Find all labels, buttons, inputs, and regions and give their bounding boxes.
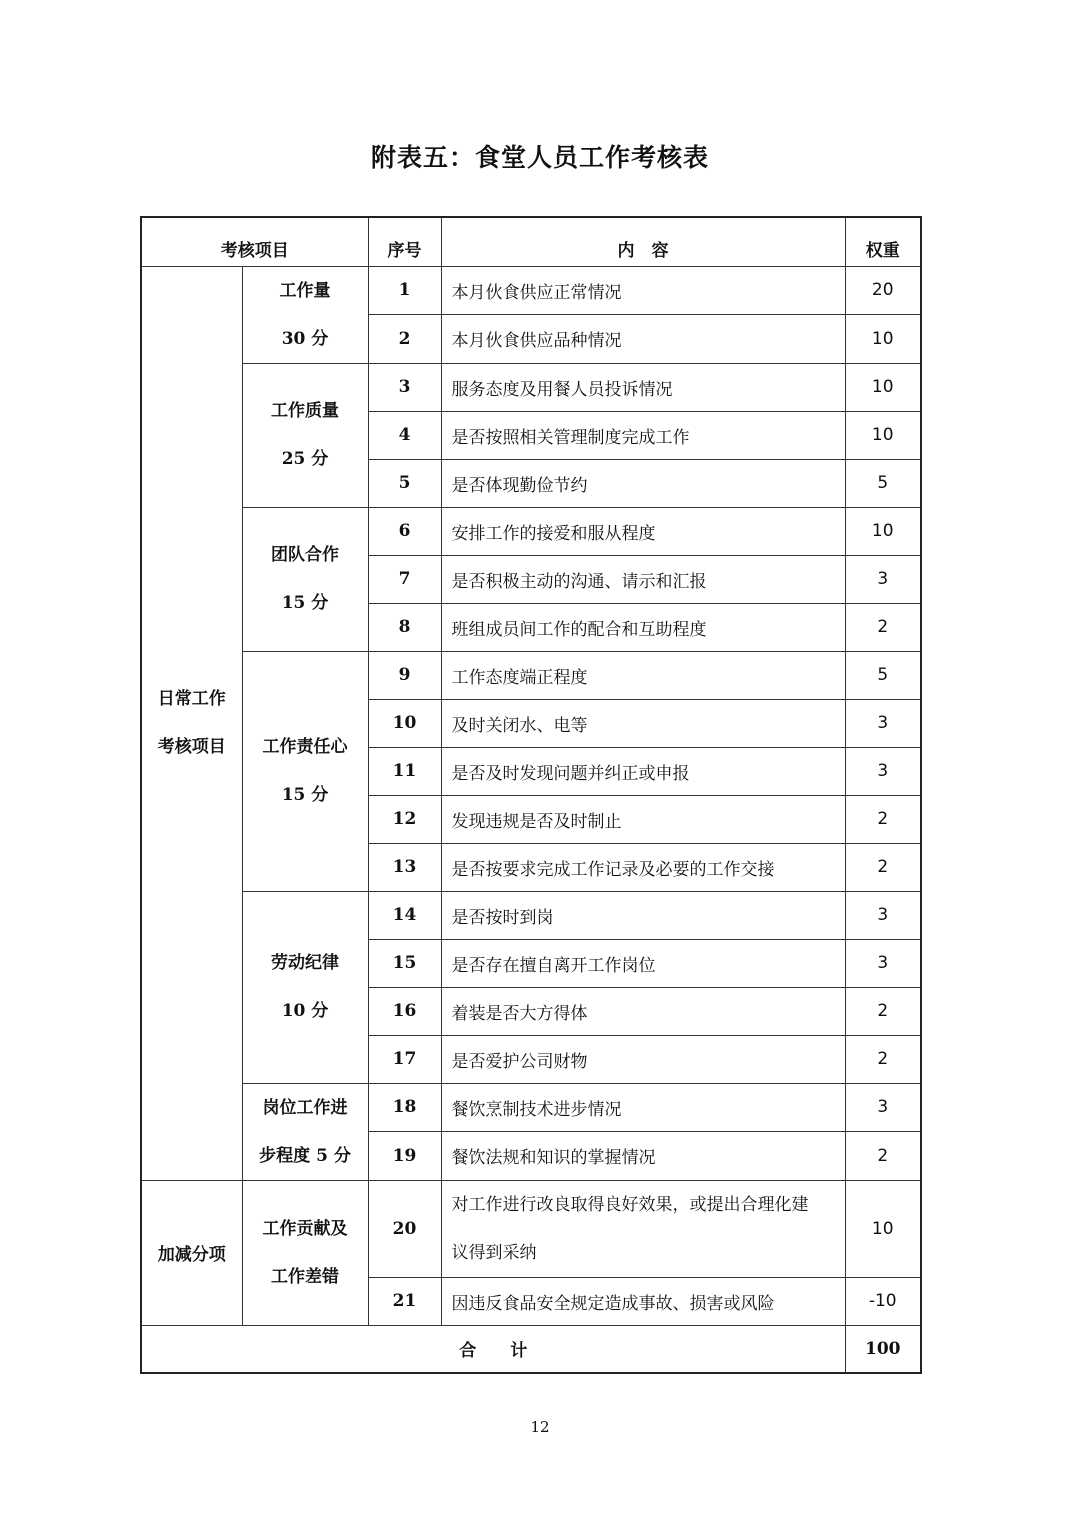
row-seq: 19 (368, 1132, 441, 1181)
group-name: 工作贡献及 (262, 1218, 348, 1239)
group-progress (242, 1083, 368, 1180)
row-seq: 1 (368, 266, 441, 315)
row-seq: 15 (368, 939, 441, 987)
row-weight: 10 (845, 411, 921, 459)
page-number: 12 (530, 1418, 550, 1436)
table-row (141, 507, 921, 555)
section-bonus: 加减分项 (141, 1180, 242, 1325)
row-weight: 2 (845, 1035, 921, 1083)
row-weight: 10 (845, 363, 921, 411)
group-name: 团队合作 (271, 545, 339, 565)
row-content: 着装是否大方得体 (441, 987, 845, 1035)
group-name: 工作量 (279, 280, 331, 301)
group-teamwork (242, 507, 368, 651)
row-content-line2: 议得到采纳 (451, 1242, 537, 1263)
row-weight: 20 (845, 266, 921, 315)
group-name: 工作质量 (271, 401, 339, 421)
row-seq: 4 (368, 411, 441, 459)
total-value: 100 (845, 1325, 921, 1373)
row-seq: 17 (368, 1035, 441, 1083)
row-content: 安排工作的接爱和服从程度 (441, 507, 845, 555)
assessment-table (140, 216, 922, 1374)
group-name: 岗位工作进 (262, 1097, 348, 1118)
row-weight: -10 (845, 1277, 921, 1325)
table-row (141, 651, 921, 699)
row-weight: 2 (845, 843, 921, 891)
row-content: 是否及时发现问题并纠正或申报 (441, 747, 845, 795)
row-weight: 3 (845, 891, 921, 939)
table-row (141, 1180, 921, 1277)
row-content: 及时关闭水、电等 (441, 699, 845, 747)
group-score: 步程度 5 分 (259, 1145, 351, 1166)
group-score: 15 分 (281, 785, 329, 805)
row-content: 班组成员间工作的配合和互助程度 (441, 603, 845, 651)
section-daily-line2: 考核项目 (157, 737, 226, 757)
row-weight: 3 (845, 939, 921, 987)
row-seq: 3 (368, 363, 441, 411)
row-weight: 3 (845, 747, 921, 795)
table-row (141, 891, 921, 939)
row-weight: 3 (845, 699, 921, 747)
section-daily-line1: 日常工作 (157, 689, 226, 709)
row-weight: 10 (845, 507, 921, 555)
group-name: 工作责任心 (262, 737, 348, 757)
table-header-row (141, 217, 921, 266)
group-quality (242, 363, 368, 507)
row-weight: 2 (845, 603, 921, 651)
row-weight: 5 (845, 651, 921, 699)
row-weight: 10 (845, 1180, 921, 1277)
group-score: 15 分 (281, 593, 329, 613)
row-content: 工作态度端正程度 (441, 651, 845, 699)
page-title: 附表五：食堂人员工作考核表 (370, 143, 709, 172)
row-content: 餐饮法规和知识的掌握情况 (441, 1132, 845, 1181)
table-row (141, 266, 921, 315)
row-content: 是否按时到岗 (441, 891, 845, 939)
row-content-line1: 对工作进行改良取得良好效果，或提出合理化建 (451, 1194, 809, 1215)
header-weight: 权重 (845, 217, 921, 266)
row-content: 是否体现勤俭节约 (441, 459, 845, 507)
row-weight: 3 (845, 1083, 921, 1132)
row-content: 是否按要求完成工作记录及必要的工作交接 (441, 843, 845, 891)
row-seq: 5 (368, 459, 441, 507)
row-seq: 12 (368, 795, 441, 843)
row-seq: 16 (368, 987, 441, 1035)
group-score: 30 分 (281, 328, 329, 349)
section-daily (141, 266, 242, 1180)
row-weight: 5 (845, 459, 921, 507)
row-seq: 10 (368, 699, 441, 747)
row-weight: 3 (845, 555, 921, 603)
row-weight: 2 (845, 795, 921, 843)
row-weight: 2 (845, 987, 921, 1035)
row-content: 服务态度及用餐人员投诉情况 (441, 363, 845, 411)
table-row (141, 363, 921, 411)
group-score: 10 分 (281, 1001, 329, 1021)
header-item: 考核项目 (141, 217, 368, 266)
group-name: 劳动纪律 (271, 953, 339, 973)
row-seq: 11 (368, 747, 441, 795)
row-content (441, 1180, 845, 1277)
row-content: 是否积极主动的沟通、请示和汇报 (441, 555, 845, 603)
group-score: 25 分 (281, 449, 329, 469)
header-seq: 序号 (368, 217, 441, 266)
row-seq: 18 (368, 1083, 441, 1132)
group-workload (242, 266, 368, 363)
row-seq: 2 (368, 315, 441, 364)
row-seq: 6 (368, 507, 441, 555)
row-content: 因违反食品安全规定造成事故、损害或风险 (441, 1277, 845, 1325)
row-content: 是否爱护公司财物 (441, 1035, 845, 1083)
row-seq: 14 (368, 891, 441, 939)
row-content: 是否按照相关管理制度完成工作 (441, 411, 845, 459)
total-row (141, 1325, 921, 1373)
row-weight: 10 (845, 315, 921, 364)
row-content: 本月伙食供应品种情况 (441, 315, 845, 364)
row-seq: 20 (368, 1180, 441, 1277)
row-content: 本月伙食供应正常情况 (441, 266, 845, 315)
group-discipline (242, 891, 368, 1083)
row-seq: 7 (368, 555, 441, 603)
row-weight: 2 (845, 1132, 921, 1181)
group-responsibility (242, 651, 368, 891)
group-contribution (242, 1180, 368, 1325)
row-seq: 21 (368, 1277, 441, 1325)
row-content: 发现违规是否及时制止 (441, 795, 845, 843)
row-seq: 9 (368, 651, 441, 699)
row-seq: 13 (368, 843, 441, 891)
row-content: 餐饮烹制技术进步情况 (441, 1083, 845, 1132)
row-content: 是否存在擅自离开工作岗位 (441, 939, 845, 987)
total-label: 合 计 (141, 1325, 845, 1373)
row-seq: 8 (368, 603, 441, 651)
table-row (141, 1083, 921, 1132)
header-content: 内 容 (441, 217, 845, 266)
group-score: 工作差错 (271, 1266, 339, 1287)
